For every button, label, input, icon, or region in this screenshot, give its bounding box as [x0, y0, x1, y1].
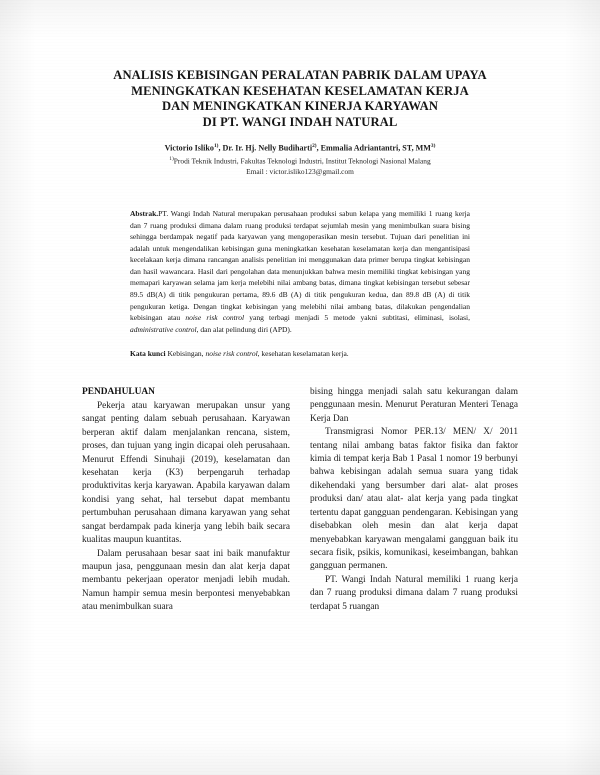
- title-line-4: DI PT. WANGI INDAH NATURAL: [202, 114, 398, 129]
- keywords-block: [130, 348, 470, 360]
- author-email: Email : victor.isliko123@gmail.com: [246, 167, 354, 177]
- abstract-label: Abstrak.: [130, 208, 159, 218]
- title-line-2: MENINGKATKAN KESEHATAN KESELAMATAN KERJA: [131, 83, 469, 98]
- keywords-text-2: , kesehatan keselamatan kerja.: [257, 349, 349, 359]
- right-column: [310, 386, 518, 615]
- paragraph: Pekerja atau karyawan merupakan unsur yang sangat penting dalam sebuah perusahaan. Karyawan berperan aktif dalam menjalankan rencana, sistem, proses, dan tujuan yang ingin dicapai oleh perusahaan. Menurut Effendi Sinuhaji (2019), keselamatan dan kesehatan kerja (K3) berpengaruh terhadap produktivitas kerja karyawan. Apabila karyawan dalam kondisi yang sehat, hal tersebut dapat membantu pertumbuhan perusahaan dimana karyawan yang sehat sangat berdampak pada kinerja yang lebih baik secara kualitas maupun kuantitas.: [82, 401, 290, 546]
- author-names: Victorio Isliko$^{1)}$, Dr. Ir. Hj. Nelly Budiharti$^{2)}$, Emmalia Adriantantri, ST, MM$^{3)}$: [164, 143, 436, 154]
- abstract-text-3: , dan alat pelindung diri (APD).: [196, 324, 292, 334]
- abstract-italic-1: noise risk control: [185, 313, 245, 323]
- paragraph: bising hingga menjadi salah satu kekurangan dalam penggunaan mesin. Menurut Peraturan Menteri Tenaga Kerja Dan: [310, 387, 518, 424]
- abstract-italic-2: administrative control: [130, 324, 197, 334]
- page-title: [82, 0, 518, 130]
- left-column: [82, 386, 290, 615]
- paragraph: PT. Wangi Indah Natural memiliki 1 ruang kerja dan 7 ruang produksi dimana dalam 7 ruang produksi terdapat 5 ruangan: [310, 574, 518, 612]
- paragraph: Transmigrasi Nomor PER.13/ MEN/ X/ 2011 tentang nilai ambang batas faktor fisika dan faktor kimia di tempat kerja Bab 1 Pasal 1 nomor 19 berbunyi bahwa kebisingan adalah semua suara yang tidak dikehendaki yang bersumber dari alat- alat proses produksi dan/ atau alat- alat kerja yang pada tingkat tertentu dapat gangguan pendengaran. Kebisingan yang disebabkan oleh mesin dan alat kerja dapat menyebabkan karyawan mengalami gangguan baik itu secara fisik, psikis, komunikasi, keseimbangan, bahkan gangguan permanen.: [310, 427, 518, 572]
- keywords-label: Kata kunci: [130, 349, 166, 359]
- title-line-3: DAN MENINGKATKAN KINERJA KARYAWAN: [161, 99, 439, 114]
- author-affiliation: $^{1)}$Prodi Teknik Industri, Fakultas Teknologi Industri, Institut Teknologi Nasional Malang: [169, 156, 431, 166]
- section-heading-pendahuluan: PENDAHULUAN: [82, 387, 155, 398]
- keywords-text-1: Kebisingan,: [165, 349, 206, 359]
- title-line-1: ANALISIS KEBISINGAN PERALATAN PABRIK DALAM UPAYA: [113, 68, 487, 82]
- page-content: [82, 0, 518, 775]
- body-columns: [82, 386, 518, 615]
- author-block: [82, 141, 518, 178]
- abstract-text-2: yang terbagi menjadi 5 metode yakni subtitasi, eliminasi, isolasi,: [244, 313, 470, 323]
- keywords-italic: noise risk control: [205, 349, 258, 359]
- abstract-block: [130, 208, 470, 336]
- paragraph: Dalam perusahaan besar saat ini baik manufaktur maupun jasa, penggunaan mesin dan alat kerja dapat membantu pekerjaan operator menjadi lebih mudah. Namun hampir semua mesin berpontesi menyebabkan atau menimbulkan suara: [82, 548, 290, 613]
- abstract-text-1: PT. Wangi Indah Natural merupakan perusahaan produksi sabun kelapa yang memiliki 1 ruang kerja dan 7 ruang produksi dimana dalam ruang produksi terdapat sejumlah mesin yang menimbulkan suara bising sehingga berdampak negatif pada karyawan yang mengoperasikan mesin tersebut. Tujuan dari penelitian ini adalah untuk mengendalikan kebisingan guna meningkatkan kesehatan keselamatan kerja dan mengantisipasi kecelakaan kerja dimana rancangan analisis penelitian ini menggunakan data primer berupa tingkat kebisingan dan hasil wawancara. Hasil dari pengolahan data menunjukkan bahwa mesin memiliki tingkat kebisingan yang memapari karyawan selama jam kerja melebihi nilai ambang batas, dimana tingkat kebisingan tersebut sebesar 89.5 dB(A) di titik pengukuran pertama, 89.6 dB (A) di titik pengukuran kedua, dan 89.8 dB (A) di titik pengukuran ketiga. Dengan tingkat kebisingan yang melebihi nilai ambang batas, dilakukan pengendalian kebisingan atau: [130, 208, 470, 323]
